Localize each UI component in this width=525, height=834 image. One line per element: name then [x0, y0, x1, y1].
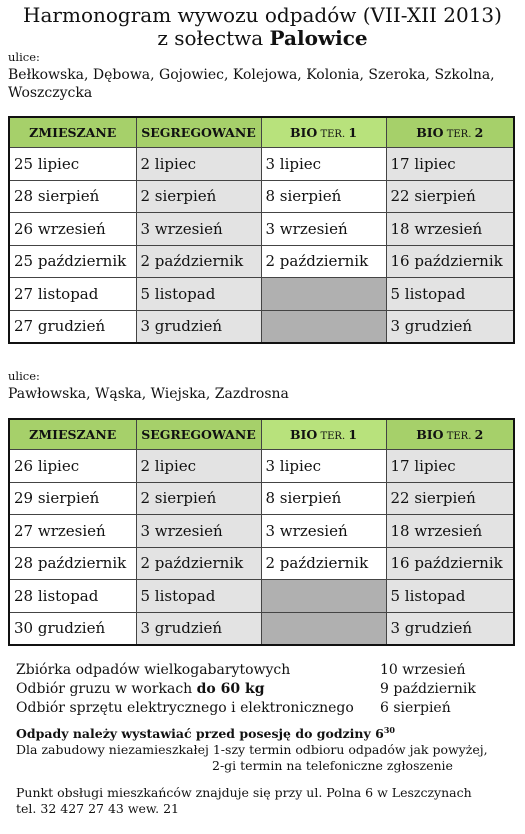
- schedule-table: [8, 116, 515, 344]
- notice-line-2: 2-gi termin na telefoniczne zgłoszenie: [212, 758, 453, 773]
- date-cell: 3 lipiec: [261, 450, 386, 483]
- date-cell: 3 wrzesień: [261, 515, 386, 548]
- territory-label: TER.: [317, 431, 349, 442]
- date-cell: 22 sierpień: [386, 180, 514, 213]
- table-row: [9, 310, 514, 343]
- date-cell: 17 lipiec: [386, 450, 514, 483]
- header-row: [9, 419, 514, 450]
- date-cell: 5 listopad: [136, 580, 261, 613]
- date-cell: 28 listopad: [9, 580, 136, 613]
- schedule-table: [8, 418, 515, 646]
- date-cell: 2 październik: [261, 245, 386, 278]
- table-row: [9, 515, 514, 548]
- deadline-text: Odpady należy wystawiać przed posesję do godziny 6: [16, 726, 384, 742]
- territory-number: 1: [348, 427, 358, 442]
- rubble-date: 9 październik: [380, 681, 476, 697]
- date-cell: 3 wrzesień: [136, 213, 261, 246]
- date-cell: 2 lipiec: [136, 148, 261, 181]
- date-cell: 27 grudzień: [9, 310, 136, 343]
- date-cell: 27 listopad: [9, 278, 136, 311]
- bio-label: BIO: [289, 427, 318, 442]
- date-cell: 2 październik: [136, 245, 261, 278]
- territory-number: 2: [474, 125, 484, 140]
- date-cell: 18 wrzesień: [386, 515, 514, 548]
- bulky-waste-date: 10 wrzesień: [380, 662, 466, 678]
- date-cell: 5 listopad: [136, 278, 261, 311]
- streets-label: ulice:: [8, 50, 40, 64]
- date-cell: 25 lipiec: [9, 148, 136, 181]
- no-pickup-cell: [261, 612, 386, 645]
- date-cell: 17 lipiec: [386, 148, 514, 181]
- date-cell: 5 listopad: [386, 580, 514, 613]
- contact-line-1: Punkt obsługi mieszkańców znajduje się przy ul. Polna 6 w Leszczynach: [16, 785, 472, 800]
- date-cell: 22 sierpień: [386, 482, 514, 515]
- col-header-bio1: [261, 419, 386, 450]
- subtitle-prefix: z sołectwa: [157, 26, 270, 50]
- page-title: Harmonogram wywozu odpadów (VII-XII 2013): [23, 3, 502, 27]
- date-cell: 8 sierpień: [261, 482, 386, 515]
- extra-label: Zbiórka odpadów wielkogabarytowych: [16, 662, 291, 678]
- village-name: Palowice: [269, 26, 368, 50]
- table-row: [9, 213, 514, 246]
- extra-label: Odbiór sprzętu elektrycznego i elektronicznego: [16, 700, 354, 716]
- date-cell: 3 grudzień: [136, 612, 261, 645]
- date-cell: 3 wrzesień: [136, 515, 261, 548]
- bulky-waste-label: [16, 662, 290, 678]
- date-cell: 2 październik: [136, 547, 261, 580]
- col-header-mixed: ZMIESZANE: [9, 117, 136, 148]
- bio-label: BIO: [416, 427, 444, 442]
- date-cell: 2 październik: [261, 547, 386, 580]
- electronics-date: 6 sierpień: [380, 700, 451, 716]
- col-header-segregated: SEGREGOWANE: [136, 419, 261, 450]
- table-row: [9, 278, 514, 311]
- date-cell: 26 wrzesień: [9, 213, 136, 246]
- date-cell: 27 wrzesień: [9, 515, 136, 548]
- table-row: [9, 612, 514, 645]
- date-cell: 3 grudzień: [386, 310, 514, 343]
- extra-label-bold: do 60 kg: [196, 681, 265, 697]
- rubble-label: [16, 681, 265, 697]
- col-header-mixed: ZMIESZANE: [9, 419, 136, 450]
- deadline-minutes: 30: [383, 725, 395, 735]
- streets-label: ulice:: [8, 369, 40, 383]
- header-row: [9, 117, 514, 148]
- table-row: [9, 148, 514, 181]
- table-row: [9, 547, 514, 580]
- contact-line-2: tel. 32 427 27 43 wew. 21: [16, 801, 180, 816]
- table-row: [9, 580, 514, 613]
- date-cell: 3 wrzesień: [261, 213, 386, 246]
- bio-label: BIO: [289, 125, 318, 140]
- date-cell: 3 lipiec: [261, 148, 386, 181]
- date-cell: 2 sierpień: [136, 482, 261, 515]
- date-cell: 2 lipiec: [136, 450, 261, 483]
- streets-list: Bełkowska, Dębowa, Gojowiec, Kolejowa, Kolonia, Szeroka, Szkolna, Woszczycka: [8, 67, 495, 101]
- date-cell: 5 listopad: [386, 278, 514, 311]
- date-cell: 28 sierpień: [9, 180, 136, 213]
- streets-list: Pawłowska, Wąska, Wiejska, Zazdrosna: [8, 386, 289, 402]
- no-pickup-cell: [261, 580, 386, 613]
- date-cell: 2 sierpień: [136, 180, 261, 213]
- table-row: [9, 450, 514, 483]
- col-header-segregated: SEGREGOWANE: [136, 117, 261, 148]
- date-cell: 25 październik: [9, 245, 136, 278]
- page-subtitle: [0, 27, 525, 49]
- date-cell: 16 październik: [386, 547, 514, 580]
- date-cell: 3 grudzień: [386, 612, 514, 645]
- col-header-bio2: [386, 419, 514, 450]
- table-row: [9, 245, 514, 278]
- territory-number: 2: [474, 427, 484, 442]
- date-cell: 28 październik: [9, 547, 136, 580]
- territory-label: TER.: [317, 129, 349, 140]
- electronics-label: [16, 700, 354, 716]
- date-cell: 16 październik: [386, 245, 514, 278]
- bio-label: BIO: [416, 125, 444, 140]
- date-cell: 3 grudzień: [136, 310, 261, 343]
- date-cell: 29 sierpień: [9, 482, 136, 515]
- date-cell: 30 grudzień: [9, 612, 136, 645]
- extra-label: Odbiór gruzu w workach: [16, 681, 197, 697]
- notice-deadline: [16, 723, 395, 741]
- table-row: [9, 482, 514, 515]
- col-header-bio2: [386, 117, 514, 148]
- notice-line-1: Dla zabudowy niezamieszkałej 1-szy termin odbioru odpadów jak powyżej,: [16, 742, 488, 757]
- date-cell: 18 wrzesień: [386, 213, 514, 246]
- col-header-bio1: [261, 117, 386, 148]
- territory-label: TER.: [443, 431, 475, 442]
- territory-number: 1: [348, 125, 358, 140]
- no-pickup-cell: [261, 310, 386, 343]
- no-pickup-cell: [261, 278, 386, 311]
- date-cell: 26 lipiec: [9, 450, 136, 483]
- territory-label: TER.: [443, 129, 475, 140]
- date-cell: 8 sierpień: [261, 180, 386, 213]
- table-row: [9, 180, 514, 213]
